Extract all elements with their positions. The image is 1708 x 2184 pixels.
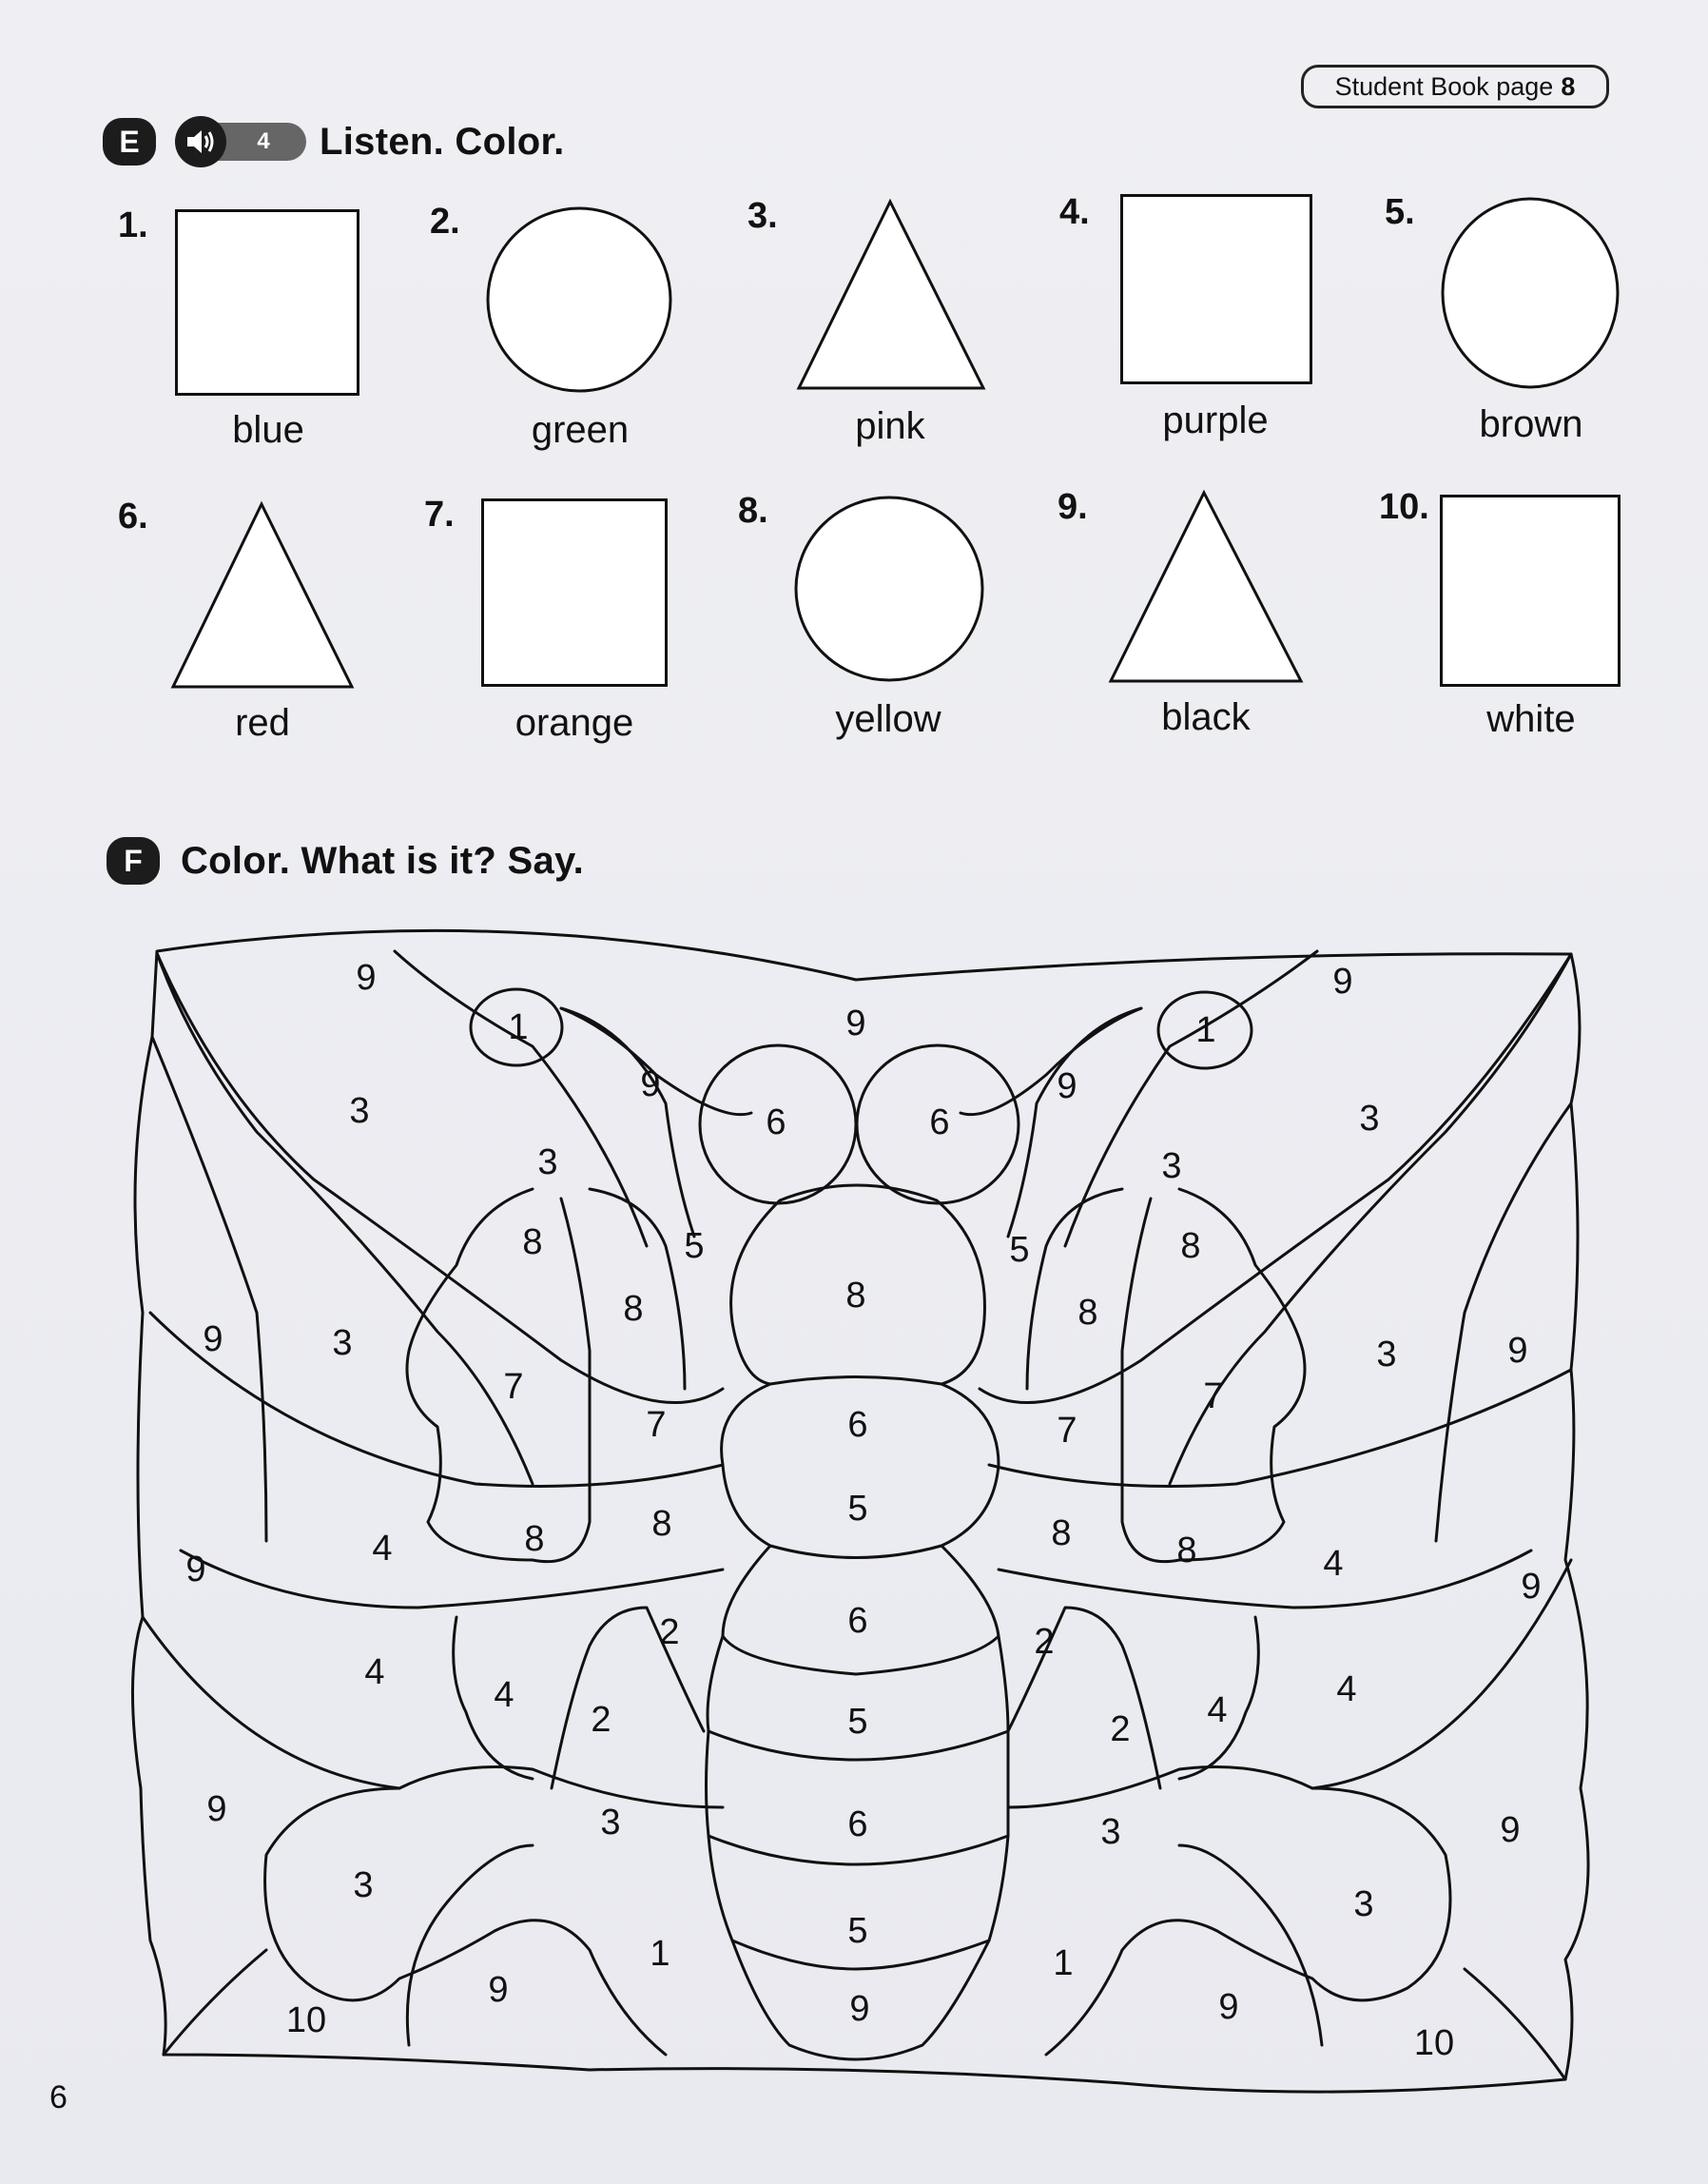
region-number: 5	[847, 1489, 868, 1529]
color-label: pink	[855, 405, 925, 447]
reference-text: Student Book page	[1334, 71, 1554, 101]
region-number: 3	[353, 1865, 374, 1905]
audio-track-number: 4	[211, 123, 306, 161]
region-number: 9	[488, 1970, 509, 2010]
region-number: 9	[640, 1064, 661, 1104]
item-number: 2.	[430, 202, 460, 242]
region-number: 1	[1195, 1010, 1216, 1050]
region-number: 3	[1359, 1099, 1380, 1139]
item-number: 4.	[1059, 192, 1090, 232]
region-number: 8	[845, 1276, 866, 1316]
region-number: 2	[1034, 1622, 1055, 1662]
color-label: brown	[1479, 403, 1583, 445]
color-label: green	[531, 409, 630, 451]
color-label: black	[1161, 696, 1251, 738]
region-number: 9	[1332, 962, 1353, 1002]
region-number: 9	[1507, 1331, 1528, 1371]
region-number: 4	[372, 1529, 393, 1569]
region-number: 5	[1009, 1230, 1030, 1270]
item-number: 9.	[1058, 487, 1088, 527]
item-number: 7.	[424, 495, 455, 535]
region-number: 7	[1203, 1376, 1224, 1416]
region-number: 9	[356, 958, 377, 998]
region-number: 5	[684, 1226, 705, 1266]
region-number: 8	[1051, 1513, 1072, 1553]
region-number: 10	[285, 2000, 327, 2040]
region-number: 9	[1500, 1810, 1521, 1850]
region-number: 8	[623, 1289, 644, 1329]
item-number: 10.	[1379, 487, 1429, 527]
speaker-icon[interactable]	[175, 116, 226, 167]
region-number: 8	[1176, 1531, 1197, 1570]
region-number: 7	[503, 1367, 524, 1407]
region-number: 9	[206, 1789, 227, 1829]
item-number: 5.	[1385, 192, 1415, 232]
region-number: 4	[1323, 1544, 1344, 1584]
region-number: 4	[1336, 1669, 1357, 1709]
region-number: 6	[847, 1601, 868, 1641]
region-number: 4	[1207, 1690, 1228, 1730]
color-label: blue	[232, 409, 304, 451]
region-number: 7	[1057, 1411, 1077, 1451]
region-number: 3	[537, 1142, 558, 1182]
item-number: 8.	[738, 491, 768, 531]
item-number: 6.	[118, 497, 148, 536]
color-label: white	[1486, 698, 1576, 740]
item-number: 3.	[747, 196, 778, 236]
region-number: 9	[1057, 1066, 1077, 1106]
region-number: 8	[522, 1222, 543, 1262]
region-number: 1	[508, 1007, 529, 1047]
region-number: 2	[1110, 1709, 1131, 1749]
region-number: 3	[1100, 1812, 1121, 1852]
color-label: orange	[514, 702, 634, 744]
section-f-title: Color. What is it? Say.	[181, 839, 584, 882]
region-number: 9	[849, 1989, 870, 2029]
region-number: 9	[845, 1004, 866, 1043]
region-number: 3	[1376, 1335, 1397, 1375]
region-number: 9	[203, 1319, 223, 1359]
region-number: 9	[1521, 1567, 1542, 1607]
region-number: 4	[494, 1675, 514, 1715]
region-number: 7	[646, 1405, 667, 1445]
region-number: 9	[1218, 1987, 1239, 2027]
color-label: yellow	[835, 698, 941, 740]
region-number: 6	[929, 1102, 950, 1142]
region-number: 8	[1180, 1226, 1201, 1266]
page-number: 6	[49, 2079, 68, 2116]
region-number: 6	[847, 1804, 868, 1844]
region-number: 3	[600, 1803, 621, 1843]
region-number: 8	[1077, 1293, 1098, 1333]
region-number: 3	[349, 1091, 370, 1131]
color-label: red	[235, 702, 290, 744]
region-number: 2	[659, 1612, 680, 1652]
region-number: 2	[591, 1700, 611, 1740]
section-e-badge: E	[103, 118, 156, 166]
section-f-badge: F	[107, 837, 160, 885]
section-e-title: Listen. Color.	[320, 120, 565, 163]
color-label: purple	[1162, 400, 1269, 441]
region-number: 10	[1413, 2023, 1455, 2063]
region-number: 1	[1053, 1943, 1074, 1983]
region-number: 3	[332, 1323, 353, 1363]
region-number: 9	[185, 1550, 206, 1589]
region-number: 3	[1161, 1146, 1182, 1186]
region-number: 3	[1353, 1884, 1374, 1924]
item-number: 1.	[118, 205, 148, 245]
region-number: 5	[847, 1911, 868, 1951]
reference-page-number: 8	[1561, 71, 1576, 101]
region-number: 4	[364, 1652, 385, 1692]
region-number: 6	[847, 1405, 868, 1445]
region-number: 8	[524, 1519, 545, 1559]
region-number: 6	[766, 1102, 786, 1142]
region-number: 1	[650, 1934, 670, 1974]
region-number: 8	[651, 1504, 672, 1544]
region-number: 5	[847, 1702, 868, 1742]
